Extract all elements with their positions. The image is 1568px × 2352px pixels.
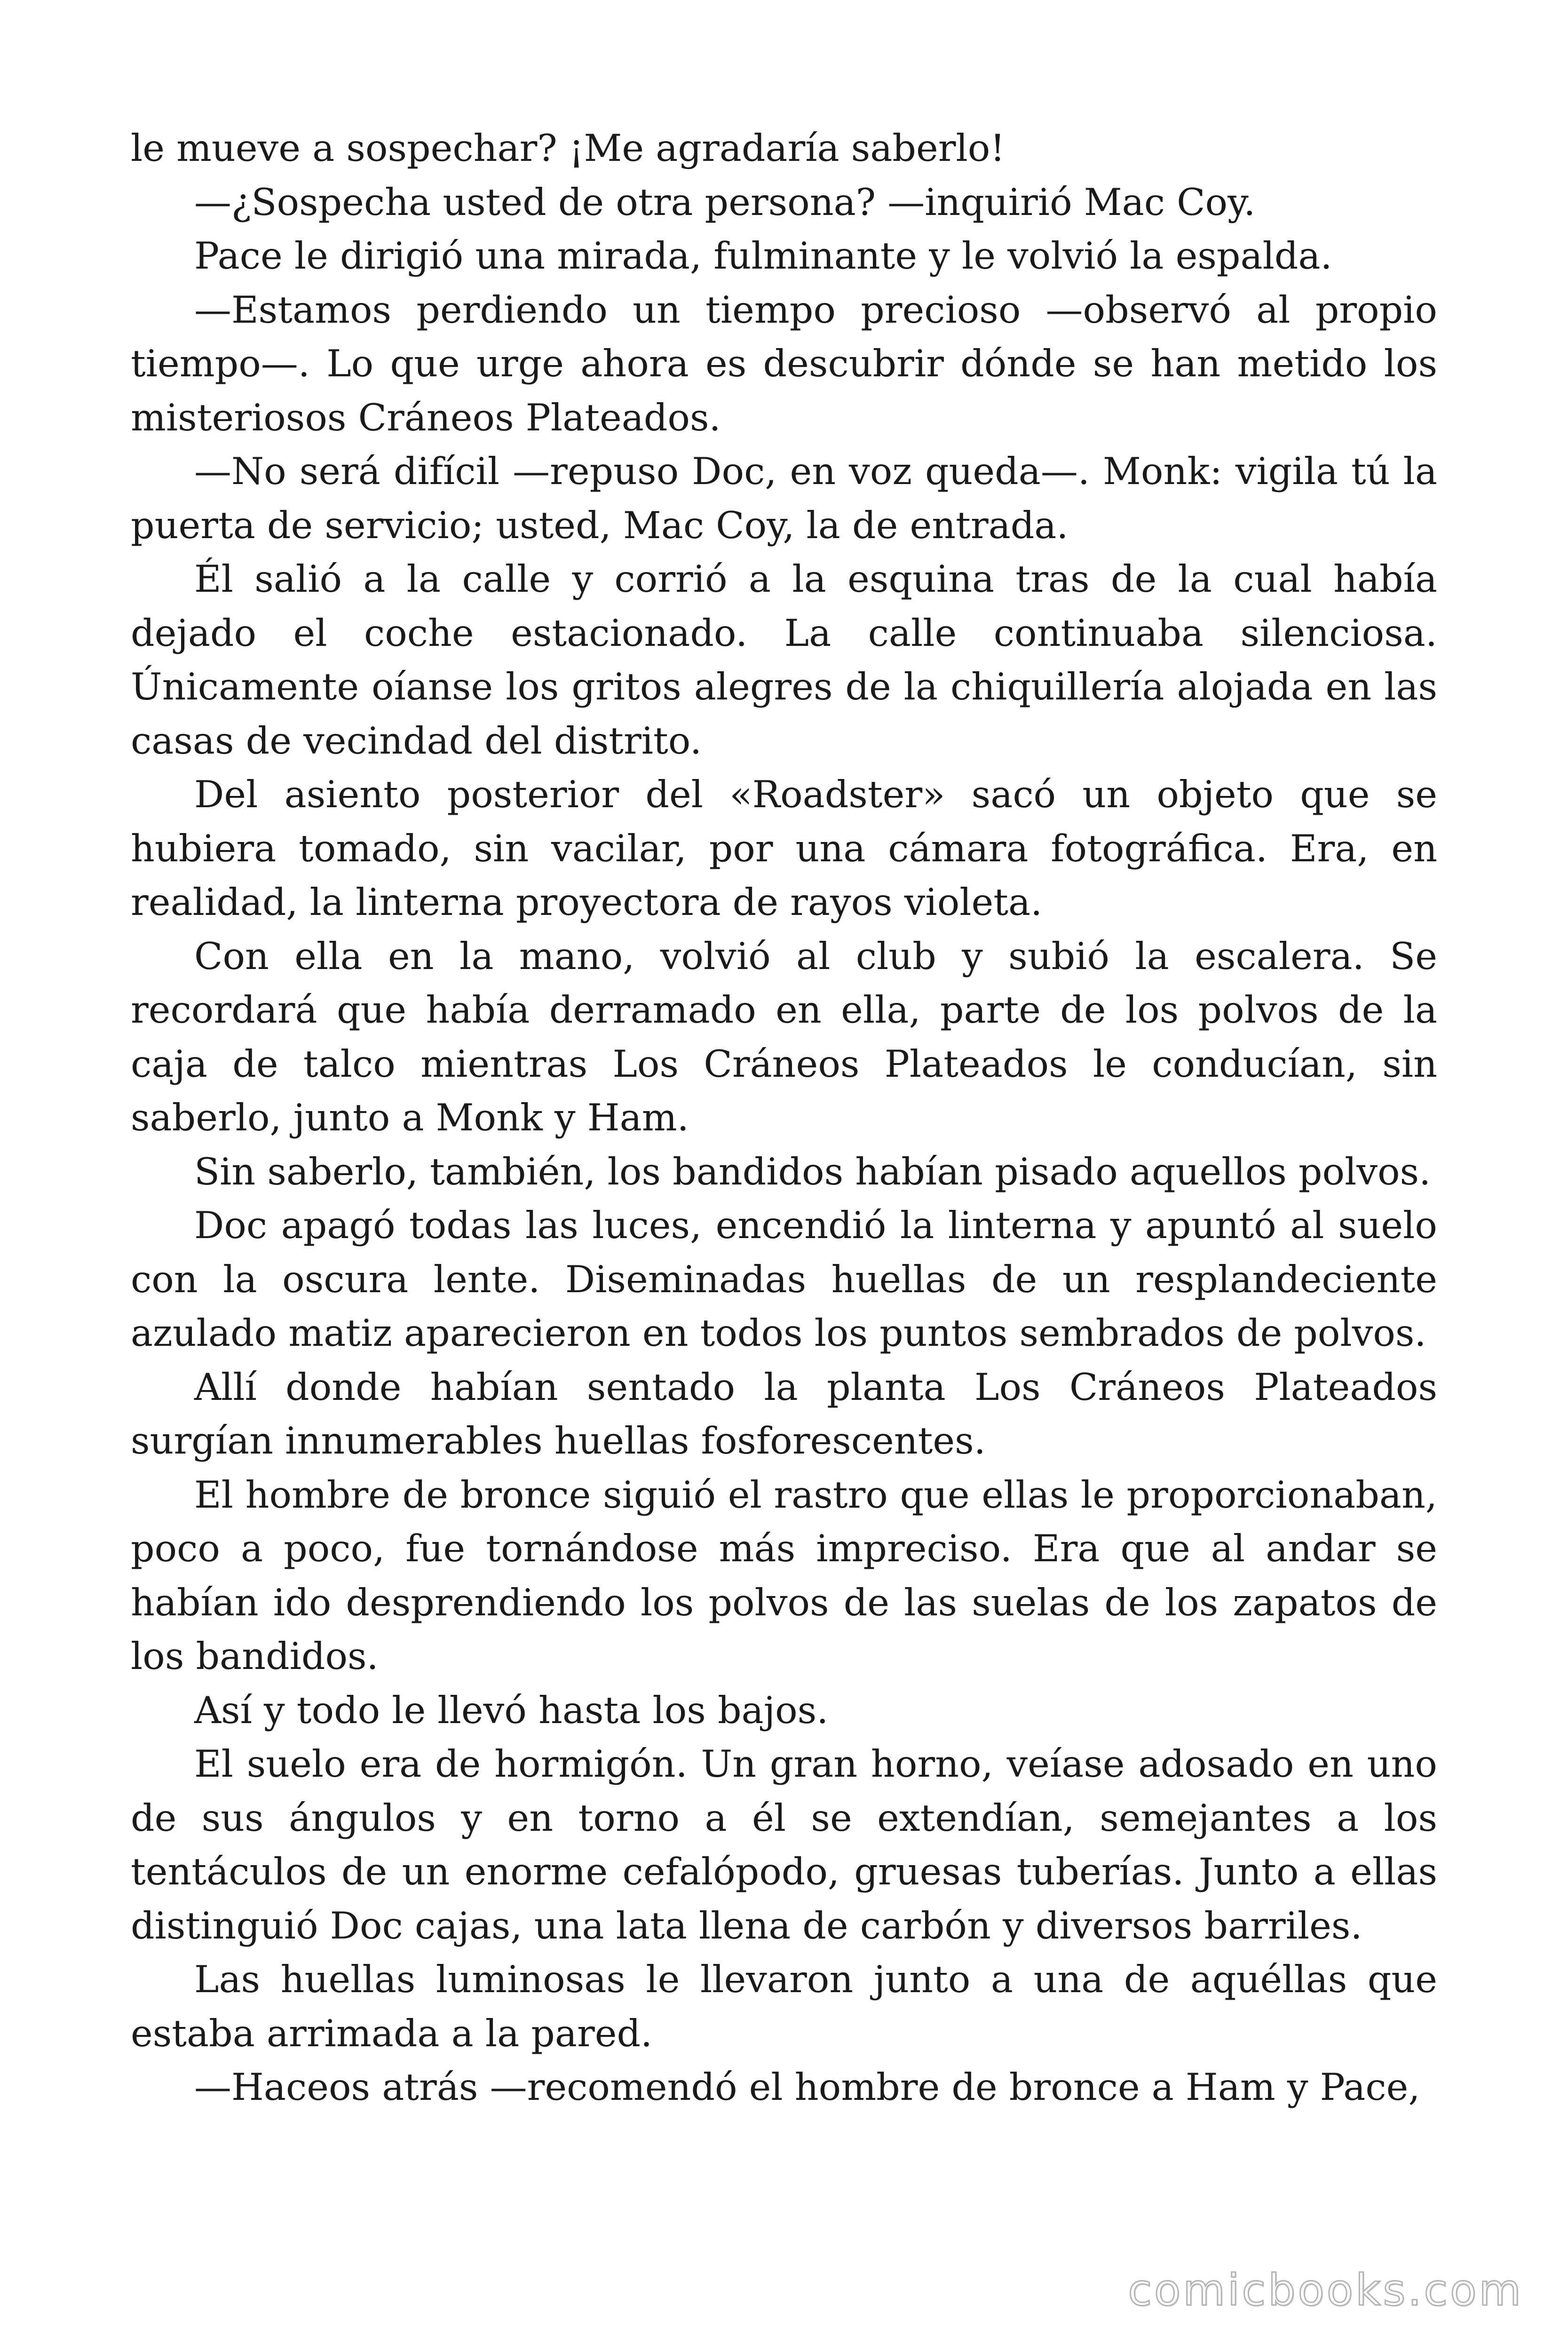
paragraph: Él salió a la calle y corrió a la esquina tras de la cual había dejado el coche estacionado. La calle continuaba silenciosa. Únicamente oíanse los gritos alegres de la chiquillería alojada en las casas de vecindad del distrito. <box>131 557 1437 763</box>
watermark: comicbooks.com <box>1128 2265 1523 2315</box>
book-page-text <box>131 121 1437 2114</box>
paragraph: Con ella en la mano, volvió al club y subió la escalera. Se recordará que había derramado en ella, parte de los polvos de la caja de talco mientras Los Cráneos Plateados le conducían, sin saberlo, junto a Monk y Ham. <box>131 934 1437 1139</box>
paragraph: Sin saberlo, también, los bandidos habían pisado aquellos polvos. <box>194 1150 1431 1193</box>
paragraph: —Estamos perdiendo un tiempo precioso —observó al propio tiempo—. Lo que urge ahora es descubrir dónde se han metido los misteriosos Cráneos Plateados. <box>131 288 1437 439</box>
paragraph: —¿Sospecha usted de otra persona? —inquirió Mac Coy. <box>194 180 1256 224</box>
paragraph: Pace le dirigió una mirada, fulminante y le volvió la espalda. <box>194 234 1332 278</box>
paragraph: El suelo era de hormigón. Un gran horno, veíase adosado en uno de sus ángulos y en torno a él se extendían, semejantes a los tentáculos de un enorme cefalópodo, gruesas tuberías. Junto a ellas distinguió Doc cajas, una lata llena de carbón y diversos barriles. <box>131 1742 1437 1947</box>
paragraph: Doc apagó todas las luces, encendió la linterna y apuntó al suelo con la oscura lente. Diseminadas huellas de un resplandeciente azulado matiz aparecieron en todos los puntos sembrados de polvos. <box>131 1204 1437 1355</box>
paragraph: —Haceos atrás —recomendó el hombre de bronce a Ham y Pace, <box>194 2066 1420 2109</box>
paragraph: le mueve a sospechar? ¡Me agradaría saberlo! <box>131 127 1006 170</box>
paragraph: Así y todo le llevó hasta los bajos. <box>194 1688 829 1732</box>
paragraph: Allí donde habían sentado la planta Los Cráneos Plateados surgían innumerables huellas fosforescentes. <box>131 1365 1437 1462</box>
paragraph: El hombre de bronce siguió el rastro que ellas le proporcionaban, poco a poco, fue tornándose más impreciso. Era que al andar se habían ido desprendiendo los polvos de las suelas de los zapatos de los bandidos. <box>131 1473 1437 1678</box>
paragraph: Las huellas luminosas le llevaron junto a una de aquéllas que estaba arrimada a la pared. <box>131 1958 1437 2055</box>
paragraph: Del asiento posterior del «Roadster» sacó un objeto que se hubiera tomado, sin vacilar, por una cámara fotográfica. Era, en realidad, la linterna proyectora de rayos violeta. <box>131 773 1437 924</box>
paragraph: —No será difícil —repuso Doc, en voz queda—. Monk: vigila tú la puerta de servicio; usted, Mac Coy, la de entrada. <box>131 450 1437 547</box>
